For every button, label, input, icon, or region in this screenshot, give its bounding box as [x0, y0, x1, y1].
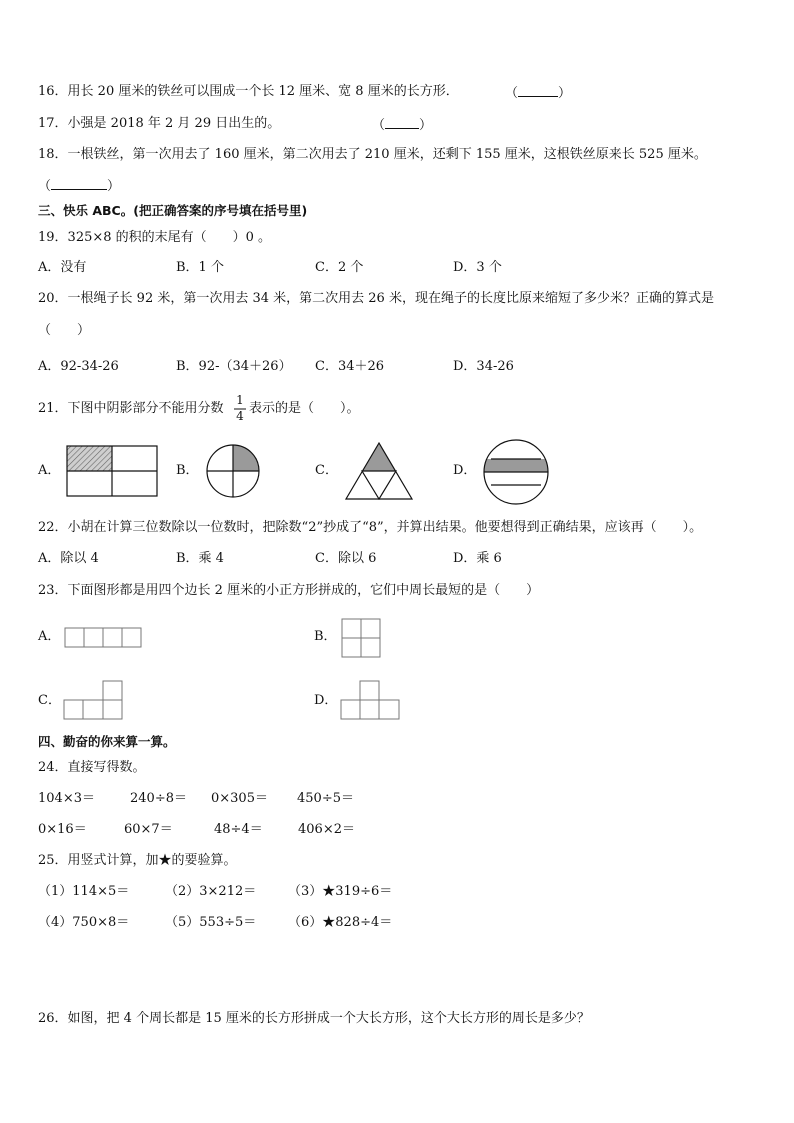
q24-item-2[interactable]: 240÷8＝ [130, 791, 187, 806]
q23-option-c[interactable]: C． [38, 693, 61, 708]
answer-blank-18[interactable]: （ ） [38, 179, 121, 194]
answer-blank-16[interactable]: （ ） [505, 86, 572, 101]
question-22: 22．小胡在计算三位数除以一位数时，把除数“2”抄成了“8”，并算出结果。他要想得到正确结果，应该再（ ）。 [38, 520, 703, 535]
question-16-text: 16．用长 20 厘米的铁丝可以围成一个长 12 厘米、宽 8 厘米的长方形． [38, 84, 459, 99]
q21-figure-a-rectangle[interactable] [66, 445, 158, 497]
q24-item-1[interactable]: 104×3＝ [38, 791, 95, 806]
question-26: 26．如图，把 4 个周长都是 15 厘米的长方形拼成一个大长方形，这个大长方形的周长是多少？ [38, 1011, 590, 1026]
q25-item-2[interactable]: （2）3×212＝ [165, 884, 257, 899]
q23-figure-b-square[interactable] [341, 618, 381, 658]
question-16 [38, 84, 459, 100]
q20-option-b[interactable]: B．92-（34＋26） [176, 359, 292, 374]
answer-blank-20[interactable]: （ ） [38, 323, 91, 338]
q21-option-d[interactable]: D． [453, 463, 477, 478]
q22-option-d[interactable]: D．乘 6 [453, 551, 502, 566]
q25-item-4[interactable]: （4）750×8＝ [38, 915, 130, 930]
q23-figure-d-t-shape[interactable] [340, 680, 400, 720]
question-18 [38, 147, 707, 163]
q22-option-a[interactable]: A．除以 4 [38, 551, 99, 566]
question-25: 25．用竖式计算，加★的要验算。 [38, 853, 237, 868]
q23-option-a[interactable]: A． [38, 629, 61, 644]
q19-option-c[interactable]: C．2 个 [315, 260, 364, 275]
answer-blank-17[interactable]: （ ） [372, 118, 433, 133]
q21-option-c[interactable]: C． [315, 463, 338, 478]
question-21: 21．下图中阴影部分不能用分数 [38, 401, 224, 416]
question-17-text: 17．小强是 2018 年 2 月 29 日出生的。 [38, 116, 281, 131]
q21-option-a[interactable]: A． [38, 463, 61, 478]
question-17 [38, 116, 280, 132]
q25-item-5[interactable]: （5）553÷5＝ [165, 915, 257, 930]
question-24: 24．直接写得数。 [38, 760, 146, 775]
q20-option-a[interactable]: A．92-34-26 [38, 359, 119, 374]
q23-figure-a-row[interactable] [64, 627, 142, 648]
q24-item-7[interactable]: 48÷4＝ [214, 822, 263, 837]
q20-option-d[interactable]: D．34-26 [453, 359, 514, 374]
q20-option-c[interactable]: C．34＋26 [315, 359, 385, 374]
q23-figure-c-l-shape[interactable] [63, 680, 123, 720]
q24-item-6[interactable]: 60×7＝ [124, 822, 173, 837]
q21-option-b[interactable]: B． [176, 463, 199, 478]
q22-option-c[interactable]: C．除以 6 [315, 551, 377, 566]
fraction-denominator: 4 [236, 409, 244, 423]
q24-item-4[interactable]: 450÷5＝ [297, 791, 354, 806]
q24-item-8[interactable]: 406×2＝ [298, 822, 355, 837]
question-19: 19．325×8 的积的末尾有（ ）0 。 [38, 230, 272, 245]
q22-option-b[interactable]: B．乘 4 [176, 551, 224, 566]
q21-figure-b-circle[interactable] [205, 443, 261, 499]
q19-option-a[interactable]: A．没有 [38, 260, 87, 275]
q19-option-d[interactable]: D．3 个 [453, 260, 502, 275]
question-18-text: 18．一根铁丝，第一次用去了 160 厘米，第二次用去了 210 厘米，还剩下 155 厘米，这根铁丝原来长 525 厘米。 [38, 147, 707, 162]
q19-option-b[interactable]: B．1 个 [176, 260, 224, 275]
question-20: 20．一根绳子长 92 米，第一次用去 34 米，第二次用去 26 米，现在绳子的长度比原来缩短了多少米？正确的算式是 [38, 291, 714, 306]
section-3-heading: 三、快乐 ABC。(把正确答案的序号填在括号里) [38, 203, 308, 218]
q25-item-3[interactable]: （3）★319÷6＝ [288, 884, 393, 899]
q24-item-5[interactable]: 0×16＝ [38, 822, 87, 837]
q25-item-6[interactable]: （6）★828÷4＝ [288, 915, 393, 930]
section-4-heading: 四、勤奋的你来算一算。 [38, 734, 176, 749]
fraction-numerator: 1 [236, 393, 244, 407]
q21-figure-d-circle[interactable] [482, 438, 550, 506]
q25-item-1[interactable]: （1）114×5＝ [38, 884, 130, 899]
question-23: 23．下面图形都是用四个边长 2 厘米的小正方形拼成的，它们中周长最短的是（ ） [38, 583, 540, 598]
q21-figure-c-triangle[interactable] [345, 442, 413, 500]
q24-item-3[interactable]: 0×305＝ [211, 791, 268, 806]
question-21-tail: 表示的是（ ）。 [249, 401, 360, 416]
q23-option-d[interactable]: D． [314, 693, 338, 708]
q23-option-b[interactable]: B． [314, 629, 337, 644]
